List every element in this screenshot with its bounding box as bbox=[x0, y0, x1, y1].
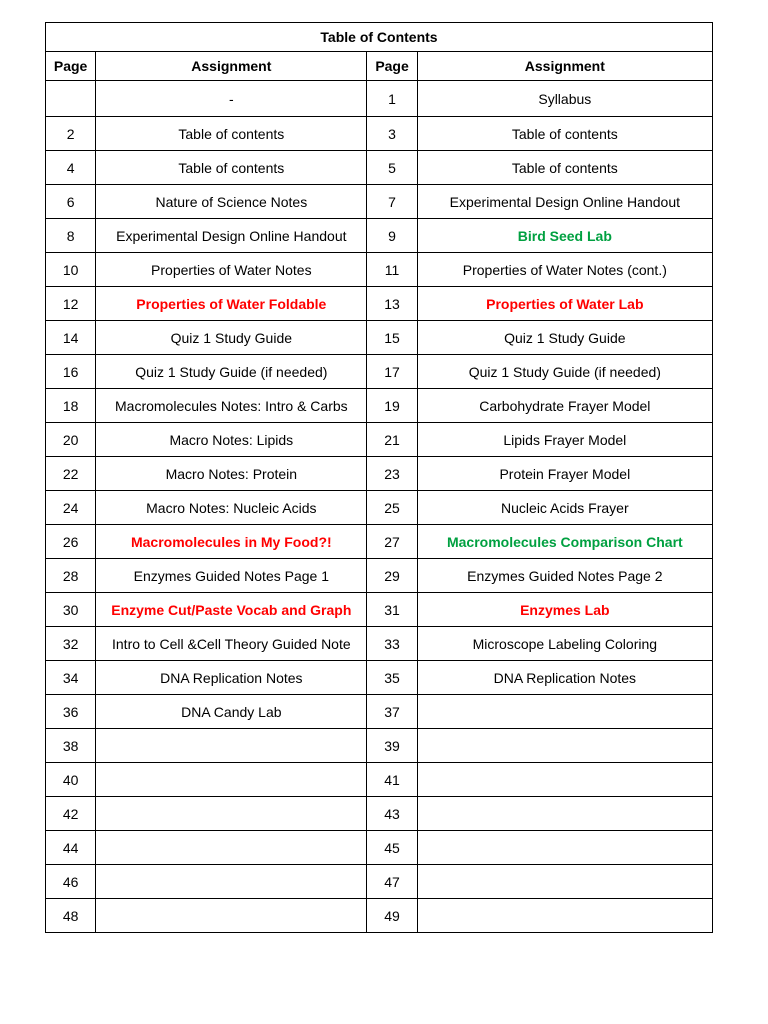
page-number-left: 46 bbox=[46, 865, 96, 899]
assignment-right: Properties of Water Lab bbox=[417, 287, 712, 321]
header-assignment-right: Assignment bbox=[417, 52, 712, 81]
page-number-left: 2 bbox=[46, 117, 96, 151]
assignment-left bbox=[96, 797, 367, 831]
table-row bbox=[46, 525, 713, 559]
page-number-right: 1 bbox=[367, 81, 417, 117]
page-number-right: 49 bbox=[367, 899, 417, 933]
table-row bbox=[46, 219, 713, 253]
assignment-right: Properties of Water Notes (cont.) bbox=[417, 253, 712, 287]
assignment-right: Table of contents bbox=[417, 117, 712, 151]
assignment-right bbox=[417, 831, 712, 865]
table-row bbox=[46, 797, 713, 831]
assignment-left bbox=[96, 899, 367, 933]
assignment-left: Table of contents bbox=[96, 117, 367, 151]
table-row bbox=[46, 559, 713, 593]
page-number-left: 28 bbox=[46, 559, 96, 593]
table-row bbox=[46, 423, 713, 457]
assignment-right: Enzymes Lab bbox=[417, 593, 712, 627]
table-row bbox=[46, 729, 713, 763]
page-number-right: 15 bbox=[367, 321, 417, 355]
table-row bbox=[46, 321, 713, 355]
assignment-right: Macromolecules Comparison Chart bbox=[417, 525, 712, 559]
page-number-right: 39 bbox=[367, 729, 417, 763]
assignment-left: Enzyme Cut/Paste Vocab and Graph bbox=[96, 593, 367, 627]
assignment-right bbox=[417, 763, 712, 797]
assignment-left bbox=[96, 763, 367, 797]
assignment-left: Table of contents bbox=[96, 151, 367, 185]
table-row bbox=[46, 695, 713, 729]
assignment-right bbox=[417, 729, 712, 763]
assignment-left: Macromolecules Notes: Intro & Carbs bbox=[96, 389, 367, 423]
table-row bbox=[46, 593, 713, 627]
table-title: Table of Contents bbox=[46, 23, 713, 52]
assignment-left: Enzymes Guided Notes Page 1 bbox=[96, 559, 367, 593]
page-number-left: 32 bbox=[46, 627, 96, 661]
header-row bbox=[46, 52, 713, 81]
table-row bbox=[46, 763, 713, 797]
page-number-left: 6 bbox=[46, 185, 96, 219]
page-number-right: 29 bbox=[367, 559, 417, 593]
page-number-left: 4 bbox=[46, 151, 96, 185]
table-row bbox=[46, 389, 713, 423]
assignment-right: Quiz 1 Study Guide (if needed) bbox=[417, 355, 712, 389]
title-row bbox=[46, 23, 713, 52]
table-row bbox=[46, 491, 713, 525]
assignment-right: Lipids Frayer Model bbox=[417, 423, 712, 457]
page-number-left: 42 bbox=[46, 797, 96, 831]
page-number-right: 9 bbox=[367, 219, 417, 253]
assignment-left: Intro to Cell &Cell Theory Guided Note bbox=[96, 627, 367, 661]
assignment-right: Table of contents bbox=[417, 151, 712, 185]
assignment-left: Nature of Science Notes bbox=[96, 185, 367, 219]
page-number-left: 38 bbox=[46, 729, 96, 763]
header-page-left: Page bbox=[46, 52, 96, 81]
page-number-left: 36 bbox=[46, 695, 96, 729]
assignment-left bbox=[96, 865, 367, 899]
page-number-left: 16 bbox=[46, 355, 96, 389]
assignment-right: Carbohydrate Frayer Model bbox=[417, 389, 712, 423]
page-number-left: 8 bbox=[46, 219, 96, 253]
page-number-left: 24 bbox=[46, 491, 96, 525]
table-row bbox=[46, 457, 713, 491]
page-number-right: 41 bbox=[367, 763, 417, 797]
page-number-right: 19 bbox=[367, 389, 417, 423]
table-row bbox=[46, 661, 713, 695]
assignment-left: Experimental Design Online Handout bbox=[96, 219, 367, 253]
assignment-left bbox=[96, 831, 367, 865]
table-row bbox=[46, 151, 713, 185]
page-number-left: 12 bbox=[46, 287, 96, 321]
table-row bbox=[46, 81, 713, 117]
assignment-left: Properties of Water Foldable bbox=[96, 287, 367, 321]
page-number-left: 14 bbox=[46, 321, 96, 355]
assignment-right: Bird Seed Lab bbox=[417, 219, 712, 253]
page-number-left: 34 bbox=[46, 661, 96, 695]
table-row bbox=[46, 253, 713, 287]
assignment-right bbox=[417, 695, 712, 729]
assignment-left: Macromolecules in My Food?! bbox=[96, 525, 367, 559]
page-number-right: 43 bbox=[367, 797, 417, 831]
assignment-left: Quiz 1 Study Guide (if needed) bbox=[96, 355, 367, 389]
page-number-right: 35 bbox=[367, 661, 417, 695]
page-number-right: 33 bbox=[367, 627, 417, 661]
assignment-left: DNA Replication Notes bbox=[96, 661, 367, 695]
page-number-left: 30 bbox=[46, 593, 96, 627]
assignment-right bbox=[417, 797, 712, 831]
page-number-left: 20 bbox=[46, 423, 96, 457]
page-number-left: 10 bbox=[46, 253, 96, 287]
page-number-left bbox=[46, 81, 96, 117]
assignment-left: - bbox=[96, 81, 367, 117]
assignment-left: Macro Notes: Nucleic Acids bbox=[96, 491, 367, 525]
assignment-left: Quiz 1 Study Guide bbox=[96, 321, 367, 355]
assignment-right: Nucleic Acids Frayer bbox=[417, 491, 712, 525]
page-number-right: 45 bbox=[367, 831, 417, 865]
page-number-left: 22 bbox=[46, 457, 96, 491]
header-assignment-left: Assignment bbox=[96, 52, 367, 81]
header-page-right: Page bbox=[367, 52, 417, 81]
table-row bbox=[46, 355, 713, 389]
page-number-right: 27 bbox=[367, 525, 417, 559]
assignment-right: DNA Replication Notes bbox=[417, 661, 712, 695]
page-number-right: 25 bbox=[367, 491, 417, 525]
table-row bbox=[46, 185, 713, 219]
page-number-left: 44 bbox=[46, 831, 96, 865]
page-number-right: 5 bbox=[367, 151, 417, 185]
page-number-right: 11 bbox=[367, 253, 417, 287]
assignment-left: Macro Notes: Lipids bbox=[96, 423, 367, 457]
page-number-right: 21 bbox=[367, 423, 417, 457]
table-row bbox=[46, 865, 713, 899]
assignment-left: Macro Notes: Protein bbox=[96, 457, 367, 491]
assignment-right: Protein Frayer Model bbox=[417, 457, 712, 491]
assignment-left bbox=[96, 729, 367, 763]
page-number-left: 18 bbox=[46, 389, 96, 423]
assignment-right bbox=[417, 899, 712, 933]
assignment-right: Experimental Design Online Handout bbox=[417, 185, 712, 219]
page-number-right: 23 bbox=[367, 457, 417, 491]
table-row bbox=[46, 831, 713, 865]
assignment-right: Microscope Labeling Coloring bbox=[417, 627, 712, 661]
page-number-right: 3 bbox=[367, 117, 417, 151]
page-number-right: 37 bbox=[367, 695, 417, 729]
page-number-left: 40 bbox=[46, 763, 96, 797]
assignment-right: Quiz 1 Study Guide bbox=[417, 321, 712, 355]
page-number-right: 47 bbox=[367, 865, 417, 899]
page-number-right: 17 bbox=[367, 355, 417, 389]
assignment-right: Syllabus bbox=[417, 81, 712, 117]
page-number-right: 7 bbox=[367, 185, 417, 219]
table-row bbox=[46, 117, 713, 151]
page-number-right: 13 bbox=[367, 287, 417, 321]
table-of-contents bbox=[45, 22, 713, 933]
assignment-right: Enzymes Guided Notes Page 2 bbox=[417, 559, 712, 593]
page-number-right: 31 bbox=[367, 593, 417, 627]
table-row bbox=[46, 627, 713, 661]
assignment-right bbox=[417, 865, 712, 899]
assignment-left: Properties of Water Notes bbox=[96, 253, 367, 287]
table-row bbox=[46, 899, 713, 933]
assignment-left: DNA Candy Lab bbox=[96, 695, 367, 729]
page-number-left: 26 bbox=[46, 525, 96, 559]
page-number-left: 48 bbox=[46, 899, 96, 933]
table-row bbox=[46, 287, 713, 321]
